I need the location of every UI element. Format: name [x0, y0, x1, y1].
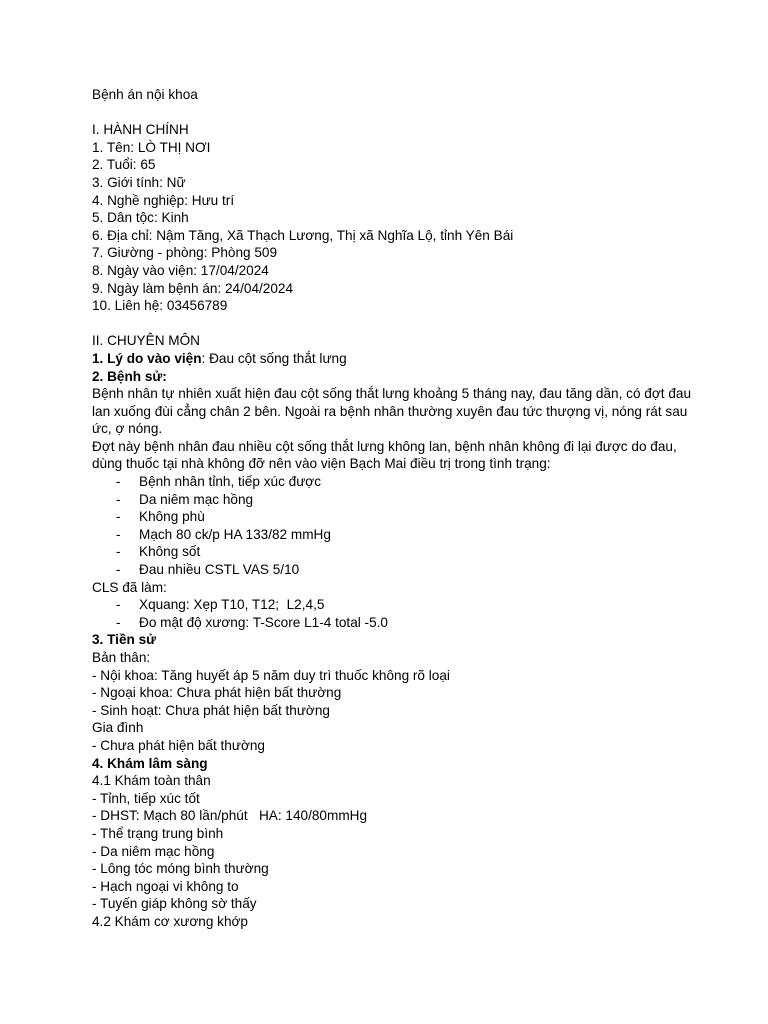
family-history-label: Gia đình: [92, 720, 144, 736]
past-history-label: 3. Tiền sử: [92, 632, 156, 648]
reason-for-admission: [92, 350, 692, 368]
info-name: 1. Tên: LÒ THỊ NƠI: [92, 139, 211, 155]
cls-label: CLS đã làm:: [92, 579, 167, 595]
personal-history-label: Bản thân:: [92, 650, 151, 665]
section-heading-hanh-chinh: I. HÀNH CHÍNH: [92, 122, 189, 138]
document-page: [92, 86, 692, 931]
list-item: - Ngoại khoa: Chưa phát hiện bất thường: [92, 685, 342, 701]
list-item: - Tuyến giáp không sờ thấy: [92, 896, 257, 912]
list-item: - Không sốt: [92, 543, 692, 561]
info-gender: 3. Giới tính: Nữ: [92, 174, 186, 190]
list-item: - Chưa phát hiện bất thường: [92, 737, 265, 753]
document-title: Bệnh án nội khoa: [92, 87, 198, 102]
general-exam-label: 4.1 Khám toàn thân: [92, 773, 211, 789]
info-age: 2. Tuổi: 65: [92, 157, 156, 173]
info-admission-date: 8. Ngày vào viện: 17/04/2024: [92, 262, 269, 278]
info-bed-room: 7. Giường - phòng: Phòng 509: [92, 245, 278, 261]
list-item: - Tỉnh, tiếp xúc tốt: [92, 790, 200, 806]
history-paragraph-2: Đợt này bệnh nhân đau nhiều cột sống thắt lưng không lan, bệnh nhân không đi lại được do đau, dùng thuốc tại nhà không đỡ nên vào viện Bạch Mai điều trị trong tình trạng:: [92, 438, 677, 472]
info-record-date: 9. Ngày làm bệnh án: 24/04/2024: [92, 280, 294, 296]
history-label: 2. Bệnh sử:: [92, 368, 167, 384]
list-item: - Hạch ngoại vi không to: [92, 878, 239, 894]
reason-text: : Đau cột sống thắt lưng: [201, 350, 347, 366]
list-item: - Bệnh nhân tỉnh, tiếp xúc được: [92, 473, 692, 491]
list-item: - Da niêm mạc hồng: [92, 843, 215, 859]
info-contact: 10. Liên hệ: 03456789: [92, 298, 228, 314]
musculoskeletal-exam-label: 4.2 Khám cơ xương khớp: [92, 913, 248, 929]
list-item: - Đo mật độ xương: T-Score L1-4 total -5.0: [92, 614, 692, 632]
list-item: - DHST: Mạch 80 lần/phút HA: 140/80mmHg: [92, 808, 368, 824]
spacer: [92, 104, 692, 122]
list-item: - Mạch 80 ck/p HA 133/82 mmHg: [92, 526, 692, 544]
list-item: - Không phù: [92, 508, 692, 526]
info-address: 6. Địa chỉ: Nậm Tăng, Xã Thạch Lương, Thị xã Nghĩa Lộ, tỉnh Yên Bái: [92, 227, 514, 243]
list-item: - Thể trạng trung bình: [92, 825, 224, 841]
clinical-exam-label: 4. Khám lâm sàng: [92, 755, 208, 771]
list-item: - Lông tóc móng bình thường: [92, 861, 269, 877]
list-item: - Đau nhiều CSTL VAS 5/10: [92, 561, 692, 579]
cls-list: [92, 596, 692, 631]
section-heading-chuyen-mon: II. CHUYÊN MÔN: [92, 333, 200, 349]
list-item: - Xquang: Xẹp T10, T12; L2,4,5: [92, 596, 692, 614]
list-item: - Nội khoa: Tăng huyết áp 5 năm duy trì thuốc không rõ loại: [92, 667, 450, 683]
list-item: - Da niêm mạc hồng: [92, 491, 692, 509]
history-paragraph-1: Bệnh nhân tự nhiên xuất hiện đau cột sống thắt lưng khoảng 5 tháng nay, đau tăng dần, có đợt đau lan xuống đùi cẳng chân 2 bên. Ngoài ra bệnh nhân thường xuyên đau tức thượng vị, nóng rát sau ức, ợ nóng.: [92, 386, 692, 437]
list-item: - Sinh hoạt: Chưa phát hiện bất thường: [92, 702, 330, 718]
admission-condition-list: [92, 473, 692, 579]
spacer: [92, 315, 692, 333]
reason-label: 1. Lý do vào viện: [92, 350, 202, 366]
info-occupation: 4. Nghề nghiệp: Hưu trí: [92, 192, 235, 208]
info-ethnicity: 5. Dân tộc: Kinh: [92, 210, 189, 226]
